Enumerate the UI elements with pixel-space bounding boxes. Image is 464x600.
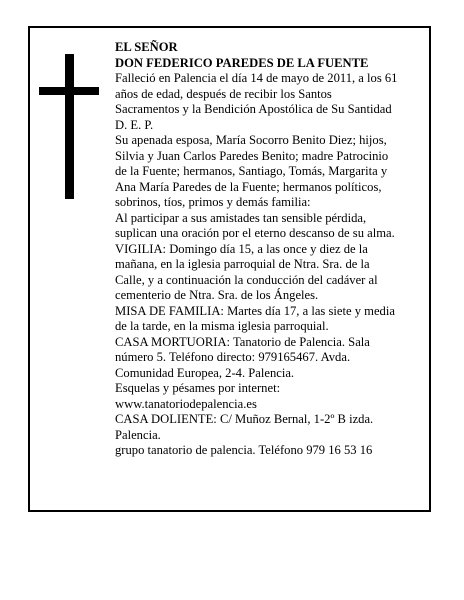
notice-line: Silvia y Juan Carlos Paredes Benito; madre Patrocinio bbox=[115, 148, 389, 163]
obituary-notice bbox=[28, 26, 431, 512]
notice-line: Ana María Paredes de la Fuente; hermanos políticos, bbox=[115, 179, 382, 194]
notice-line: Esquelas y pésames por internet: bbox=[115, 381, 281, 395]
notice-line: CASA DOLIENTE: C/ Muñoz Bernal, 1-2º B izda. bbox=[115, 412, 374, 426]
notice-line: VIGILIA: Domingo día 15, a las once y diez de la bbox=[115, 241, 368, 256]
notice-line: Falleció en Palencia el día 14 de mayo de 2011, a los 61 bbox=[115, 71, 398, 85]
notice-line: CASA MORTUORIA: Tanatorio de Palencia. Sala bbox=[115, 334, 370, 349]
notice-line: número 5. Teléfono directo: 979165467. Avda. bbox=[115, 350, 351, 364]
notice-line: de la Fuente; hermanos, Santiago, Tomás, Margarita y bbox=[115, 164, 388, 178]
notice-line: Su apenada esposa, María Socorro Benito Diez; hijos, bbox=[115, 133, 387, 147]
notice-line: Palencia. bbox=[115, 427, 161, 442]
notice-line: www.tanatoriodepalencia.es bbox=[115, 396, 257, 411]
notice-text bbox=[115, 40, 427, 459]
notice-line: sobrinos, tíos, primos y demás familia: bbox=[115, 195, 311, 209]
deceased-name: DON FEDERICO PAREDES DE LA FUENTE bbox=[115, 55, 369, 70]
notice-line: de la tarde, en la misma iglesia parroquial. bbox=[115, 319, 329, 333]
notice-line: grupo tanatorio de palencia. Teléfono 979 16 53 16 bbox=[115, 443, 373, 457]
notice-line: Sacramentos y la Bendición Apostólica de Su Santidad bbox=[115, 102, 392, 116]
cross-icon bbox=[39, 54, 99, 199]
notice-line: Calle, y a continuación la conducción del cadáver al bbox=[115, 272, 378, 287]
notice-line: años de edad, después de recibir los Santos bbox=[115, 86, 332, 101]
notice-line: cementerio de Ntra. Sra. de los Ángeles. bbox=[115, 288, 319, 302]
notice-line: MISA DE FAMILIA: Martes día 17, a las siete y media bbox=[115, 303, 395, 318]
notice-line: Comunidad Europea, 2-4. Palencia. bbox=[115, 365, 295, 380]
heading-title: EL SEÑOR bbox=[115, 40, 178, 54]
cross-horizontal-bar bbox=[39, 87, 99, 95]
notice-line: Al participar a sus amistades tan sensible pérdida, bbox=[115, 210, 367, 225]
notice-line: mañana, en la iglesia parroquial de Ntra. Sra. de la bbox=[115, 257, 370, 271]
notice-line: D. E. P. bbox=[115, 117, 154, 132]
cross-vertical-bar bbox=[65, 54, 74, 199]
notice-line: suplican una oración por el eterno descanso de su alma. bbox=[115, 226, 395, 240]
